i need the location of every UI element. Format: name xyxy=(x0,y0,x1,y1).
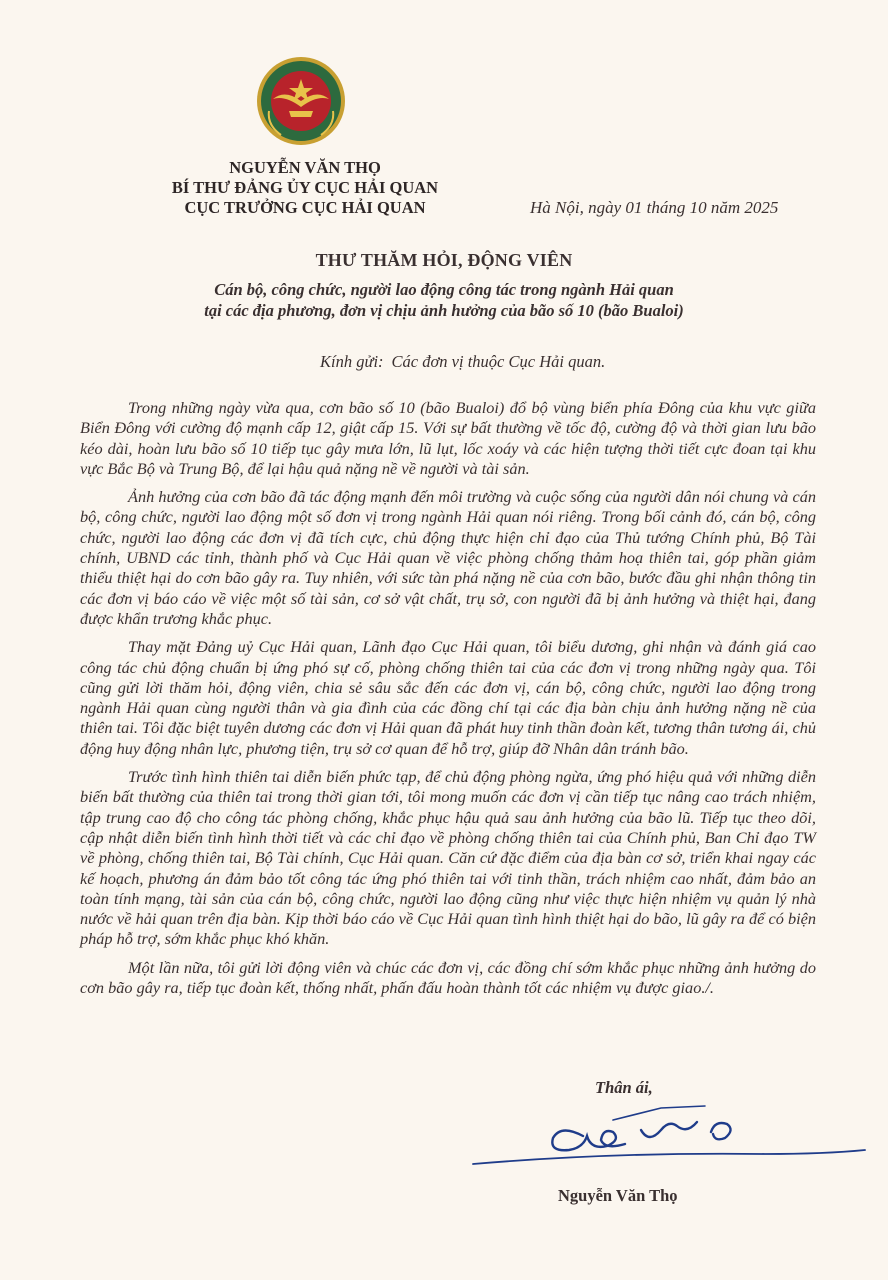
letter-body xyxy=(80,398,816,1006)
body-paragraph: Trong những ngày vừa qua, cơn bão số 10 (bão Bualoi) đổ bộ vùng biển phía Đông của khu vực giữa Biển Đông với cường độ mạnh cấp 12, giật cấp 15. Với sự bất thường về tốc độ, cường độ và thời gian lưu bão kéo dài, hoàn lưu bão số 10 tiếp tục gây mưa lớn, lũ lụt, lốc xoáy và các hiện tượng thời tiết cực đoan tại khu vực Bắc Bộ và Trung Bộ, để lại hậu quả nặng nề về người và tài sản. xyxy=(80,398,816,478)
recipient-value: Các đơn vị thuộc Cục Hải quan. xyxy=(391,352,606,371)
date-place: Hà Nội, ngày 01 tháng 10 năm 2025 xyxy=(530,198,779,217)
sender-header xyxy=(160,158,450,218)
body-paragraph: Một lần nữa, tôi gửi lời động viên và chúc các đơn vị, các đồng chí sớm khắc phục những ảnh hưởng do cơn bão gây ra, tiếp tục đoàn kết, thống nhất, phấn đấu hoàn thành tốt các nhiệm vụ được giao./. xyxy=(80,957,816,998)
closing-greeting: Thân ái, xyxy=(595,1078,653,1097)
signature-icon xyxy=(465,1100,875,1180)
body-paragraph: Thay mặt Đảng uỷ Cục Hải quan, Lãnh đạo Cục Hải quan, tôi biểu dương, ghi nhận và đánh giá cao công tác chủ động chuẩn bị ứng phó sự cố, phòng chống thiên tai của các đơn vị trong những ngày qua. Tôi cũng gửi lời thăm hỏi, động viên, chia sẻ sâu sắc đến các đơn vị, cán bộ, công chức, người lao động trong ngành Hải quan cùng người thân và gia đình của các đồng chí tại các địa bàn chịu ảnh hưởng nặng nề của thiên tai. Tôi đặc biệt tuyên dương các đơn vị Hải quan đã phát huy tinh thần đoàn kết, tương thân tương ái, chủ động huy động nhân lực, phương tiện, trụ sở cơ quan để hỗ trợ, giúp đỡ Nhân dân tránh bão. xyxy=(80,637,816,758)
customs-emblem-icon xyxy=(255,55,347,147)
sender-name: NGUYỄN VĂN THỌ xyxy=(229,158,381,177)
letter-subtitle-line-1: Cán bộ, công chức, người lao động công tác trong ngành Hải quan xyxy=(214,280,674,299)
sender-position-director: CỤC TRƯỞNG CỤC HẢI QUAN xyxy=(184,198,426,217)
letter-title: THƯ THĂM HỎI, ĐỘNG VIÊN xyxy=(315,250,573,270)
body-paragraph: Ảnh hưởng của cơn bão đã tác động mạnh đến môi trường và cuộc sống của người dân nói chung và cán bộ, công chức, người lao động một số đơn vị trong ngành Hải quan nói riêng. Trong bối cảnh đó, cán bộ, công chức, người lao động các đơn vị đã tích cực, chủ động thực hiện chỉ đạo của Thủ tướng Chính phủ, Bộ Tài chính, UBND các tỉnh, thành phố và Cục Hải quan về việc phòng chống thảm hoạ thiên tai, góp phần giảm thiểu thiệt hại do cơn bão gây ra. Tuy nhiên, với sức tàn phá nặng nề của cơn bão, bước đầu ghi nhận thông tin các đơn vị báo cáo về việc một số tài sản, cơ sở vật chất, trụ sở, con người đã bị ảnh hưởng và thiệt hại, đang được khẩn trương khắc phục. xyxy=(80,487,816,628)
recipient-label: Kính gửi: xyxy=(320,352,384,371)
sender-position-party: BÍ THƯ ĐẢNG ỦY CỤC HẢI QUAN xyxy=(171,178,439,197)
letter-subtitle-line-2: tại các địa phương, đơn vị chịu ảnh hưởng của bão số 10 (bão Bualoi) xyxy=(204,301,684,320)
body-paragraph: Trước tình hình thiên tai diễn biến phức tạp, để chủ động phòng ngừa, ứng phó hiệu quả với những diễn biến bất thường của thiên tai trong thời gian tới, tôi mong muốn các đơn vị cần tiếp tục nâng cao trách nhiệm, tập trung cao độ cho công tác phòng chống, khắc phục hậu quả sau ảnh hưởng của bão lũ. Tiếp tục theo dõi, cập nhật diễn biến tình hình thời tiết và các chỉ đạo về phòng chống thiên tai của Chính phủ, Ban Chỉ đạo TW về phòng, chống thiên tai, Bộ Tài chính, Cục Hải quan. Căn cứ đặc điểm của địa bàn cơ sở, triển khai ngay các kế hoạch, phương án đảm bảo tốt công tác ứng phó thiên tai với tinh thần, trách nhiệm cao nhất, đảm bảo an toàn tính mạng, tài sản của cán bộ, công chức, người lao động cũng như việc thực hiện nhiệm vụ quản lý nhà nước về hải quan trên địa bàn. Kịp thời báo cáo về Cục Hải quan tình hình thiệt hại do bão, lũ gây ra để có biện pháp hỗ trợ, sớm khắc phục khó khăn. xyxy=(80,767,816,949)
recipient-line xyxy=(320,352,605,372)
title-block xyxy=(120,250,768,321)
signer-name: Nguyễn Văn Thọ xyxy=(558,1186,678,1205)
